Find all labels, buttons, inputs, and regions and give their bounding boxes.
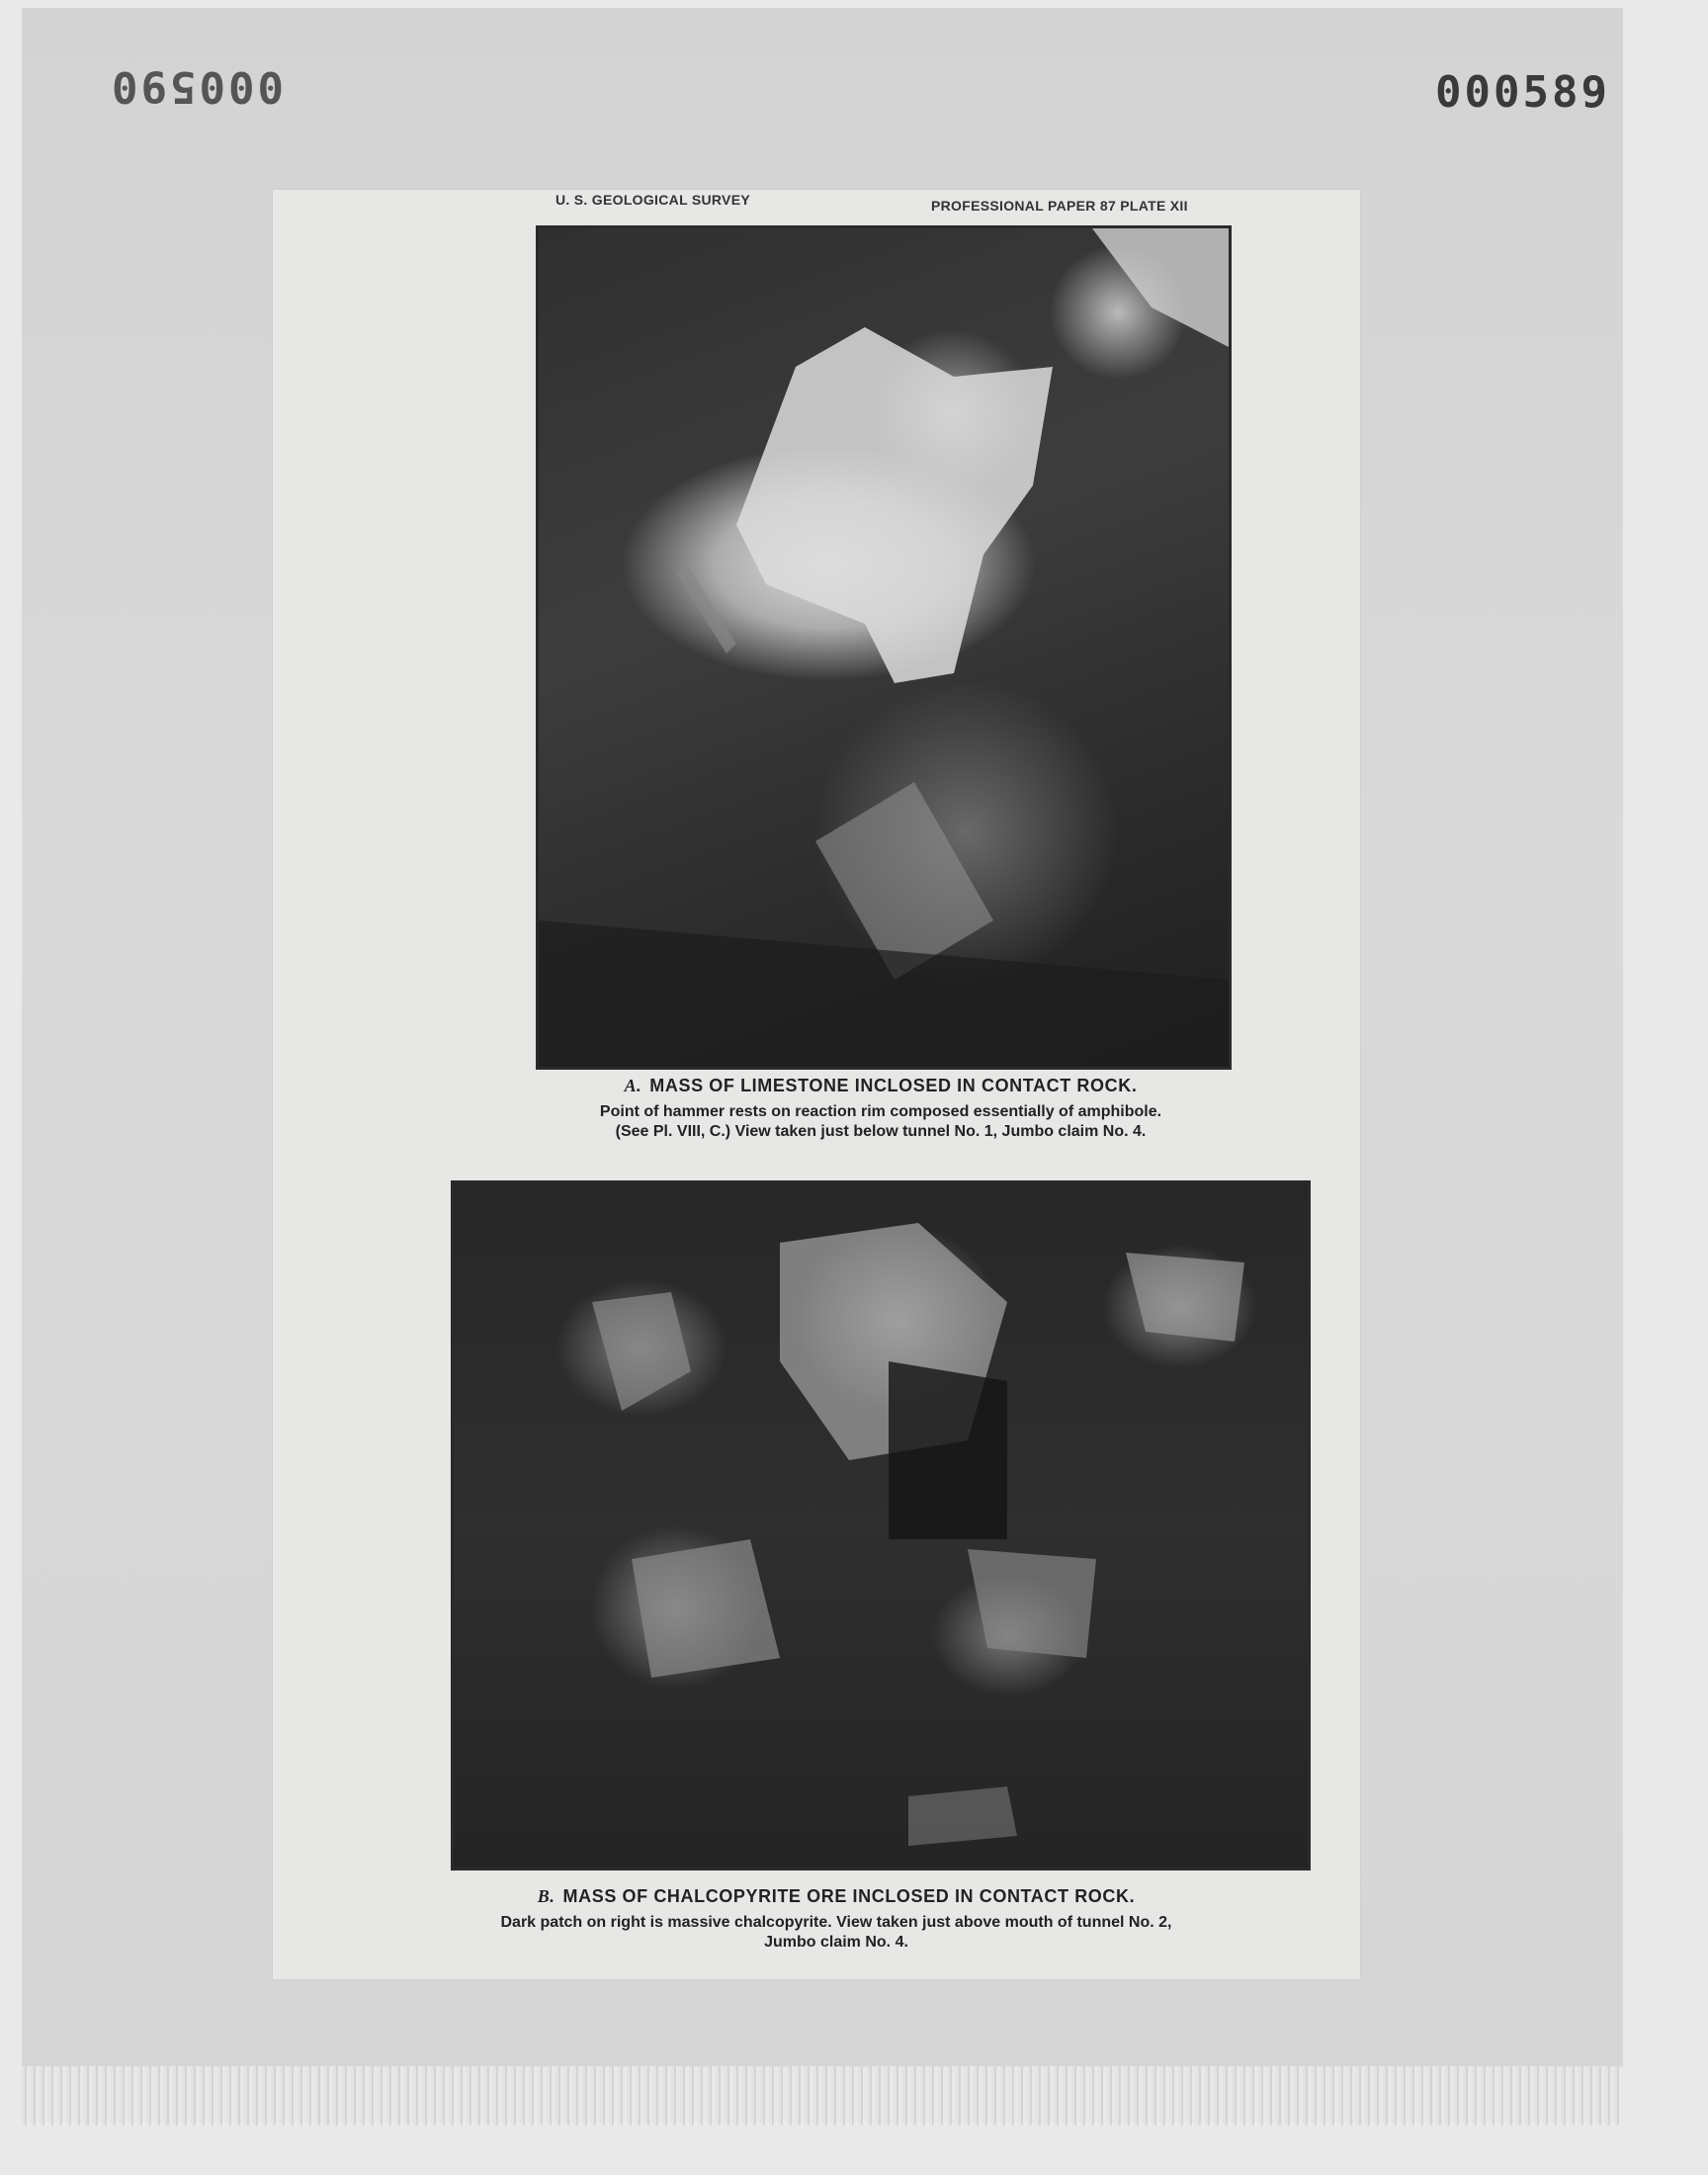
photograph-limestone-texture xyxy=(539,228,1229,1067)
caption-a-letter: A. xyxy=(624,1076,642,1095)
plate-header-number: PROFESSIONAL PAPER 87 PLATE XII xyxy=(931,198,1188,214)
caption-a-line-1: Point of hammer rests on reaction rim composed essentially of amphibole. xyxy=(599,1103,1162,1120)
plate-page xyxy=(273,190,1360,1979)
caption-b-title: MASS OF CHALCOPYRITE ORE INCLOSED IN CONTACT ROCK. xyxy=(562,1886,1136,1906)
caption-b-line-2: Jumbo claim No. 4. xyxy=(764,1934,908,1951)
caption-a-title: MASS OF LIMESTONE INCLOSED IN CONTACT ROCK. xyxy=(649,1076,1138,1095)
caption-a-title-line xyxy=(520,1076,1241,1096)
scan-edge-strip xyxy=(22,2066,1623,2126)
caption-b-line-1: Dark patch on right is massive chalcopyrite. View taken just above mouth of tunnel No. 2, xyxy=(500,1914,1172,1931)
caption-b-body xyxy=(401,1913,1271,1953)
frame-number-right: 000589 xyxy=(1435,67,1610,118)
frame-number-left: 000590 xyxy=(109,61,284,112)
plate-header-publisher: U. S. GEOLOGICAL SURVEY xyxy=(555,192,750,208)
caption-figure-b xyxy=(401,1886,1271,1953)
photograph-chalcopyrite-texture xyxy=(454,1183,1308,1868)
caption-a-body xyxy=(520,1102,1241,1142)
caption-figure-a xyxy=(520,1076,1241,1142)
photograph-limestone-mass xyxy=(536,225,1232,1070)
caption-b-title-line xyxy=(401,1886,1271,1907)
photograph-chalcopyrite-ore xyxy=(451,1180,1311,1870)
caption-b-letter: B. xyxy=(537,1886,555,1906)
caption-a-line-2: (See Pl. VIII, C.) View taken just below tunnel No. 1, Jumbo claim No. 4. xyxy=(615,1123,1147,1140)
